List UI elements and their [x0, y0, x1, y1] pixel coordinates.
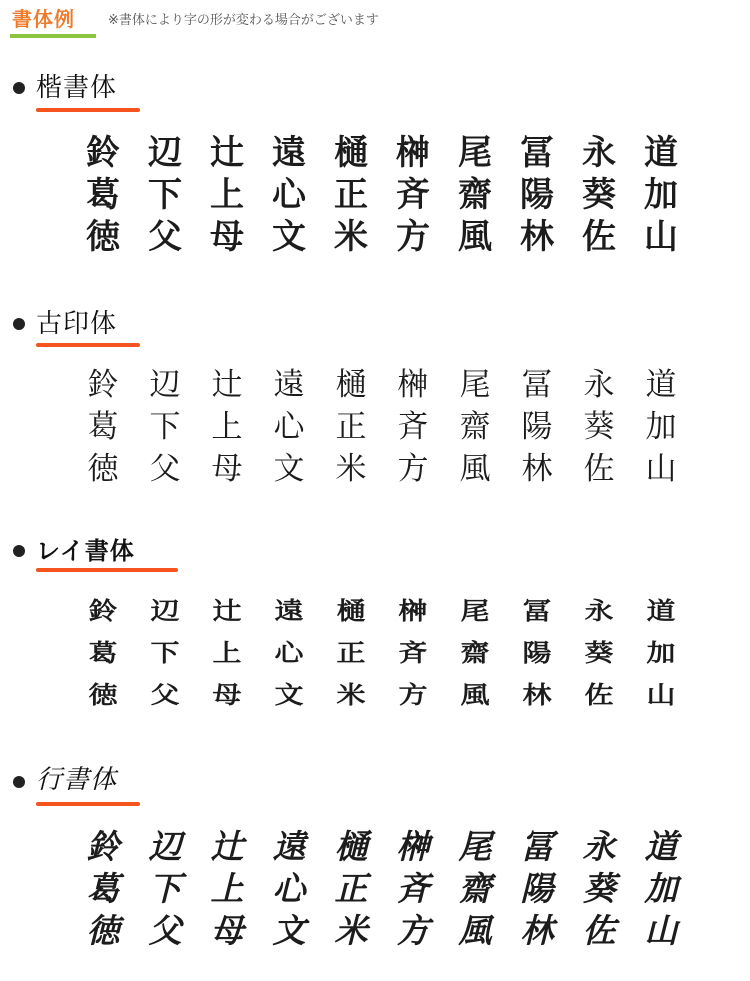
glyph-cell: 母	[210, 217, 244, 257]
glyph-cell: 陽	[522, 639, 552, 667]
glyph-row	[78, 868, 698, 910]
bullet-icon	[13, 776, 25, 788]
glyph-cell: 下	[149, 409, 181, 445]
section-underline	[36, 568, 178, 572]
title-underline	[10, 34, 96, 38]
glyph-cell: 父	[148, 217, 182, 257]
glyph-cell: 辻	[210, 827, 244, 866]
page-header	[10, 6, 730, 42]
glyph-cell: 辻	[212, 597, 242, 625]
glyph-cell: 徳	[86, 911, 120, 950]
glyph-cell: 米	[336, 681, 366, 709]
glyph-cell: 上	[210, 869, 244, 908]
glyph-cell: 鈴	[86, 133, 120, 173]
font-sample-section-kaisho	[0, 62, 750, 262]
glyph-cell: 冨	[521, 367, 553, 403]
glyph-cell: 冨	[522, 597, 552, 625]
glyph-cell: 葵	[582, 175, 616, 215]
bullet-icon	[13, 318, 25, 330]
glyph-cell: 齋	[458, 869, 492, 908]
glyph-cell: 葵	[582, 869, 616, 908]
glyph-cell: 辺	[150, 597, 180, 625]
glyph-cell: 佐	[582, 217, 616, 257]
glyph-cell: 道	[644, 827, 678, 866]
glyph-cell: 正	[336, 639, 366, 667]
glyph-cell: 下	[150, 639, 180, 667]
section-title: レイ書体	[36, 537, 135, 565]
glyph-cell: 道	[645, 367, 677, 403]
glyph-cell: 文	[274, 681, 304, 709]
glyph-row	[78, 364, 698, 406]
page-title: 書体例	[12, 7, 75, 31]
glyph-cell: 葛	[86, 869, 120, 908]
glyph-cell: 方	[398, 681, 428, 709]
font-sample-section-gyosho	[0, 756, 750, 966]
glyph-cell: 風	[460, 681, 490, 709]
glyph-cell: 父	[150, 681, 180, 709]
glyph-cell: 斉	[398, 639, 428, 667]
glyph-cell: 林	[520, 217, 554, 257]
glyph-cell: 葛	[87, 409, 119, 445]
disclaimer-note: ※書体により字の形が変わる場合がございます	[108, 13, 379, 28]
glyph-cell: 山	[644, 911, 678, 950]
glyph-cell: 方	[396, 911, 430, 950]
bullet-icon	[13, 82, 25, 94]
glyph-cell: 林	[520, 911, 554, 950]
section-underline	[36, 343, 140, 347]
glyph-cell: 斉	[396, 869, 430, 908]
glyph-cell: 林	[522, 681, 552, 709]
glyph-cell: 陽	[521, 409, 553, 445]
glyph-cell: 母	[210, 911, 244, 950]
glyph-cell: 尾	[458, 827, 492, 866]
glyph-cell: 辻	[210, 133, 244, 173]
glyph-row	[78, 132, 698, 174]
glyph-cell: 加	[646, 639, 676, 667]
glyph-cell: 辺	[149, 367, 181, 403]
bullet-icon	[13, 545, 25, 557]
glyph-row	[78, 826, 698, 868]
glyph-cell: 冨	[520, 133, 554, 173]
glyph-cell: 文	[272, 911, 306, 950]
glyph-cell: 母	[211, 451, 243, 487]
glyph-cell: 徳	[87, 451, 119, 487]
glyph-cell: 陽	[520, 175, 554, 215]
glyph-cell: 道	[646, 597, 676, 625]
glyph-cell: 佐	[583, 451, 615, 487]
glyph-cell: 鈴	[86, 827, 120, 866]
glyph-row	[78, 406, 698, 448]
section-underline	[36, 108, 140, 112]
glyph-cell: 加	[644, 175, 678, 215]
glyph-cell: 樋	[335, 367, 367, 403]
section-title: 行書体	[36, 765, 118, 795]
glyph-cell: 正	[335, 409, 367, 445]
glyph-cell: 冨	[520, 827, 554, 866]
glyph-row	[78, 910, 698, 952]
glyph-row	[78, 174, 698, 216]
glyph-row	[78, 674, 698, 716]
glyph-cell: 加	[645, 409, 677, 445]
font-sample-section-rei	[0, 530, 750, 730]
glyph-cell: 榊	[397, 367, 429, 403]
glyph-cell: 榊	[396, 827, 430, 866]
glyph-cell: 上	[212, 639, 242, 667]
glyph-cell: 徳	[86, 217, 120, 257]
glyph-cell: 心	[272, 869, 306, 908]
glyph-cell: 葵	[583, 409, 615, 445]
glyph-cell: 米	[334, 911, 368, 950]
glyph-cell: 徳	[88, 681, 118, 709]
glyph-cell: 文	[272, 217, 306, 257]
glyph-cell: 永	[582, 133, 616, 173]
glyph-cell: 榊	[398, 597, 428, 625]
section-underline	[36, 802, 140, 806]
glyph-cell: 遠	[272, 827, 306, 866]
glyph-cell: 心	[272, 175, 306, 215]
section-title: 古印体	[36, 309, 118, 339]
glyph-cell: 米	[334, 217, 368, 257]
glyph-cell: 辺	[148, 133, 182, 173]
glyph-cell: 父	[148, 911, 182, 950]
glyph-cell: 遠	[274, 597, 304, 625]
glyph-cell: 正	[334, 869, 368, 908]
glyph-cell: 心	[273, 409, 305, 445]
glyph-cell: 父	[149, 451, 181, 487]
glyph-row	[78, 448, 698, 490]
glyph-cell: 加	[644, 869, 678, 908]
glyph-cell: 齋	[460, 639, 490, 667]
glyph-cell: 方	[396, 217, 430, 257]
glyph-cell: 佐	[582, 911, 616, 950]
glyph-cell: 斉	[397, 409, 429, 445]
glyph-cell: 遠	[272, 133, 306, 173]
glyph-cell: 林	[521, 451, 553, 487]
glyph-cell: 母	[212, 681, 242, 709]
glyph-cell: 正	[334, 175, 368, 215]
glyph-row	[78, 216, 698, 258]
glyph-cell: 遠	[273, 367, 305, 403]
glyph-cell: 道	[644, 133, 678, 173]
glyph-row	[78, 632, 698, 674]
glyph-cell: 上	[210, 175, 244, 215]
glyph-cell: 葛	[88, 639, 118, 667]
glyph-cell: 鈴	[88, 597, 118, 625]
glyph-cell: 尾	[458, 133, 492, 173]
glyph-cell: 上	[211, 409, 243, 445]
glyph-cell: 陽	[520, 869, 554, 908]
glyph-cell: 齋	[459, 409, 491, 445]
glyph-cell: 永	[583, 367, 615, 403]
glyph-cell: 佐	[584, 681, 614, 709]
glyph-cell: 下	[148, 869, 182, 908]
glyph-cell: 樋	[336, 597, 366, 625]
glyph-cell: 方	[397, 451, 429, 487]
glyph-cell: 米	[335, 451, 367, 487]
glyph-cell: 尾	[460, 597, 490, 625]
glyph-cell: 永	[582, 827, 616, 866]
glyph-cell: 辻	[211, 367, 243, 403]
glyph-cell: 下	[148, 175, 182, 215]
font-sample-section-koin	[0, 300, 750, 500]
glyph-cell: 永	[584, 597, 614, 625]
glyph-cell: 樋	[334, 133, 368, 173]
glyph-cell: 葵	[584, 639, 614, 667]
glyph-cell: 尾	[459, 367, 491, 403]
glyph-cell: 樋	[334, 827, 368, 866]
section-title: 楷書体	[36, 73, 118, 103]
glyph-cell: 榊	[396, 133, 430, 173]
glyph-cell: 斉	[396, 175, 430, 215]
glyph-cell: 文	[273, 451, 305, 487]
glyph-cell: 齋	[458, 175, 492, 215]
glyph-cell: 心	[274, 639, 304, 667]
glyph-cell: 風	[458, 217, 492, 257]
glyph-cell: 葛	[86, 175, 120, 215]
glyph-cell: 風	[459, 451, 491, 487]
glyph-cell: 風	[458, 911, 492, 950]
glyph-cell: 鈴	[87, 367, 119, 403]
glyph-cell: 辺	[148, 827, 182, 866]
glyph-cell: 山	[646, 681, 676, 709]
glyph-cell: 山	[645, 451, 677, 487]
glyph-cell: 山	[644, 217, 678, 257]
glyph-row	[78, 590, 698, 632]
